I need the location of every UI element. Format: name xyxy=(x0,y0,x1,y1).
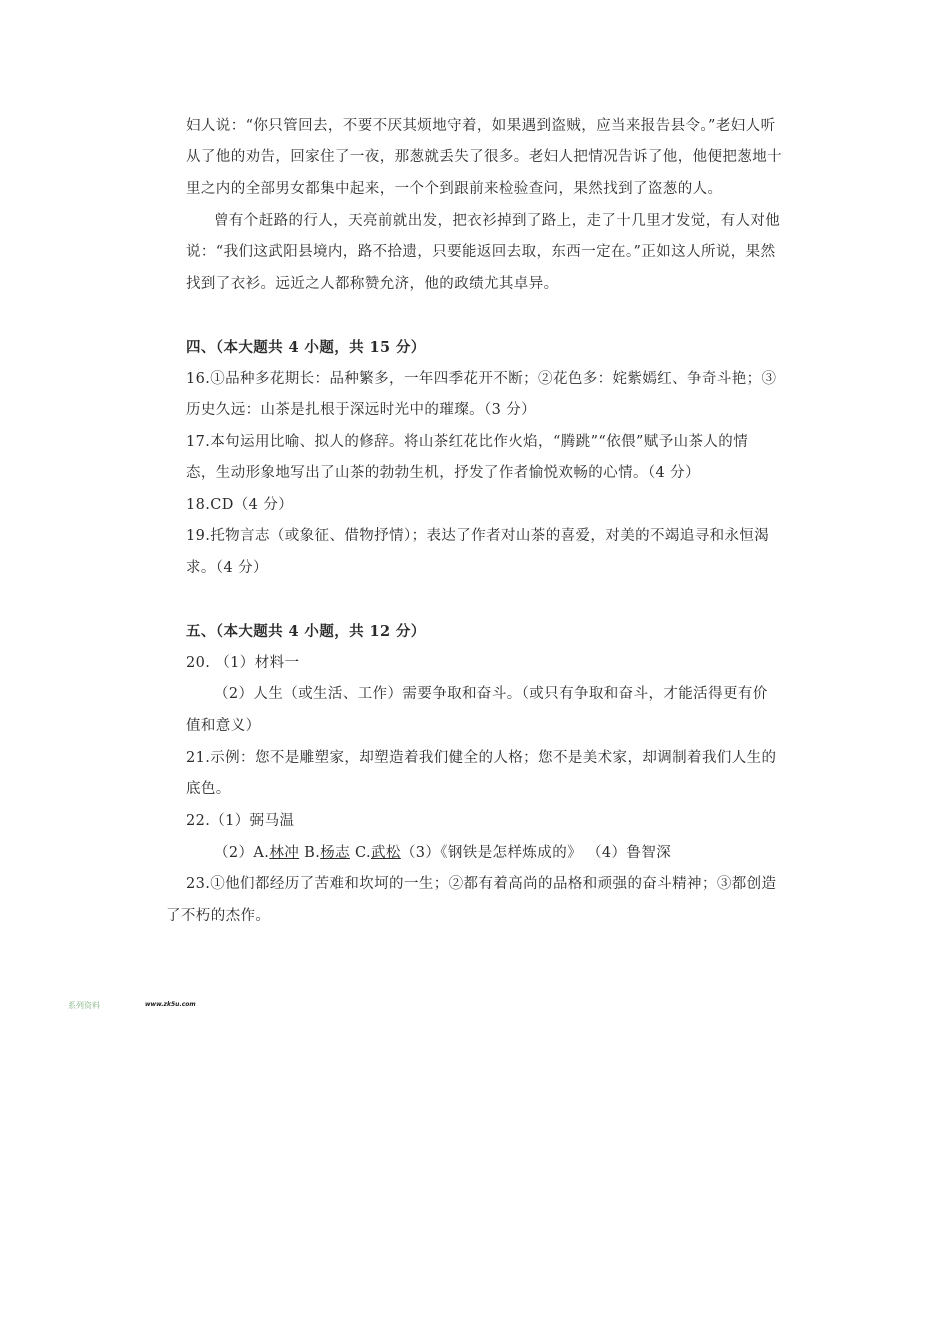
footer-url: www.zk5u.com xyxy=(145,1001,196,1008)
answer-line: 值和意义） xyxy=(186,718,261,734)
passage-line: 里之内的全部男女都集中起来，一个个到跟前来检验查问，果然找到了盗葱的人。 xyxy=(186,181,723,197)
answer-line: 19.托物言志（或象征、借物抒情）；表达了作者对山茶的喜爱，对美的不竭追寻和永恒渴 xyxy=(186,528,770,544)
answer-underlined-b: 杨志 xyxy=(320,845,351,861)
footer-label: 系列资料 xyxy=(68,1001,100,1010)
passage-line: 妇人说：“你只管回去，不要不厌其烦地守着，如果遇到盗贼，应当来报告县令。”老妇人听 xyxy=(186,118,776,134)
answer-line: 20. （1）材料一 xyxy=(186,655,300,671)
answer-label-c: C. xyxy=(350,845,372,861)
answer-line-22-2 xyxy=(214,838,780,870)
passage-line: 曾有个赶路的行人，天亮前就出发，把衣衫掉到了路上，走了十几里才发觉，有人对他 xyxy=(214,213,781,229)
answer-line: 16.①品种多花期长：品种繁多，一年四季花开不断；②花色多：姹紫嫣红、争奇斗艳；③ xyxy=(186,371,777,387)
answer-line: 底色。 xyxy=(186,781,231,797)
passage-line: 说：“我们这武阳县境内，路不拾遗，只要能返回去取，东西一定在。”正如这人所说，果然 xyxy=(186,244,776,260)
answer-line: 18.CD（4 分） xyxy=(186,497,294,513)
answer-line: 历史久远：山茶是扎根于深远时光中的璀璨。（3 分） xyxy=(186,402,537,418)
answer-underlined-c: 武松 xyxy=(371,845,401,861)
answer-line: 了不朽的杰作。 xyxy=(166,908,271,924)
answer-line: 17.本句运用比喻、拟人的修辞。将山茶红花比作火焰，“腾跳”“依偎”赋予山茶人的情 xyxy=(186,434,749,450)
section-heading: 四、（本大题共 4 小题，共 15 分） xyxy=(186,339,426,356)
answer-line: 21.示例：您不是雕塑家，却塑造着我们健全的人格；您不是美术家，却调制着我们人生的 xyxy=(186,750,777,766)
answer-label-b: B. xyxy=(299,845,321,861)
answer-line: 态，生动形象地写出了山茶的勃勃生机，抒发了作者愉悦欢畅的心情。（4 分） xyxy=(186,465,700,481)
passage-line: 从了他的劝告，回家住了一夜，那葱就丢失了很多。老妇人把情况告诉了他，他便把葱地十 xyxy=(186,149,782,165)
section-heading: 五、（本大题共 4 小题，共 12 分） xyxy=(186,623,426,640)
answer-prefix: （2）A. xyxy=(214,845,270,861)
answer-line: 求。（4 分） xyxy=(186,560,268,576)
answer-line: （2）人生（或生活、工作）需要争取和奋斗。（或只有争取和奋斗，才能活得更有价 xyxy=(214,686,768,702)
answer-line: 23.①他们都经历了苦难和坎坷的一生；②都有着高尚的品格和顽强的奋斗精神；③都创造 xyxy=(186,876,777,892)
answer-rest: （3）《钢铁是怎样炼成的》 （4）鲁智深 xyxy=(400,845,672,861)
passage-line: 找到了衣衫。远近之人都称赞允济，他的政绩尤其卓异。 xyxy=(186,276,559,292)
answer-underlined-a: 林冲 xyxy=(269,845,300,861)
answer-line: 22.（1）弼马温 xyxy=(186,813,295,829)
